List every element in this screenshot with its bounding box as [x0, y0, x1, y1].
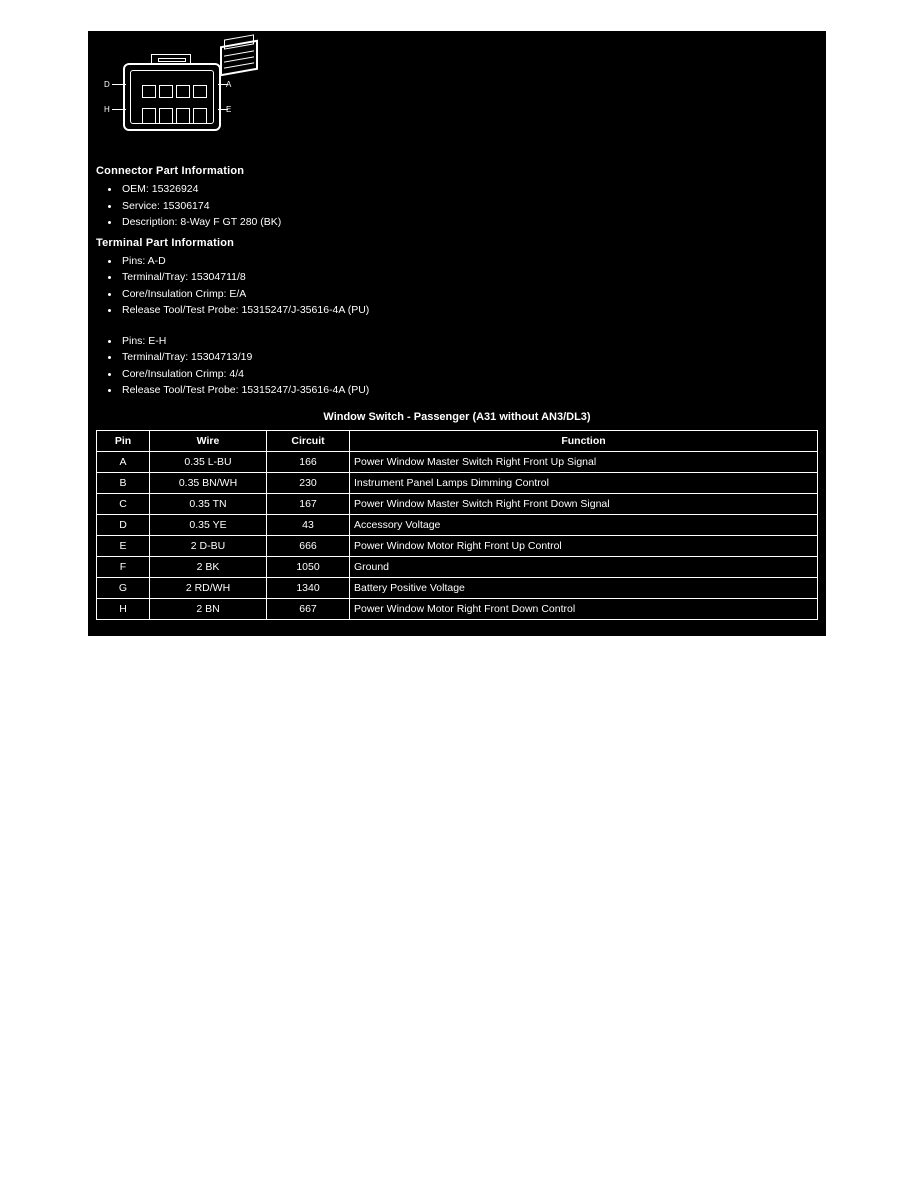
- pinout-table: [96, 430, 818, 620]
- cell-function: Ground: [350, 556, 818, 577]
- cell-circuit: 666: [267, 535, 350, 556]
- cavity: [142, 85, 156, 98]
- cell-function: Battery Positive Voltage: [350, 577, 818, 598]
- cell-wire: 2 BK: [150, 556, 267, 577]
- cell-pin: F: [97, 556, 150, 577]
- service-info-panel: [88, 31, 826, 636]
- cell-function: Accessory Voltage: [350, 514, 818, 535]
- cell-circuit: 1340: [267, 577, 350, 598]
- cell-circuit: 43: [267, 514, 350, 535]
- cell-circuit: 1050: [267, 556, 350, 577]
- table-row: [97, 493, 818, 514]
- pinout-table-title: Window Switch - Passenger (A31 without AN3/DL3): [323, 410, 591, 423]
- list-spacer: [88, 323, 826, 333]
- cell-function: Instrument Panel Lamps Dimming Control: [350, 472, 818, 493]
- table-row: [97, 556, 818, 577]
- list-item: • Release Tool/Test Probe: 15315247/J-35616-4A (PU): [120, 302, 826, 319]
- cavity: [193, 85, 207, 98]
- list-item: • Description: 8-Way F GT 280 (BK): [120, 214, 826, 231]
- connector-inner-outline: [130, 70, 214, 124]
- list-item: • Service: 15306174: [120, 198, 826, 215]
- cell-circuit: 667: [267, 598, 350, 619]
- list-item: • Terminal/Tray: 15304713/19: [120, 349, 826, 366]
- table-header-row: [97, 430, 818, 451]
- column-header-circuit: Circuit: [267, 430, 350, 451]
- list-item: • Pins: E-H: [120, 333, 826, 350]
- cell-circuit: 167: [267, 493, 350, 514]
- table-row: [97, 535, 818, 556]
- cell-wire: 2 D-BU: [150, 535, 267, 556]
- cell-function: Power Window Master Switch Right Front Down Signal: [350, 493, 818, 514]
- list-item: • OEM: 15326924: [120, 181, 826, 198]
- cell-pin: D: [97, 514, 150, 535]
- cell-circuit: 230: [267, 472, 350, 493]
- column-header-function: Function: [350, 430, 818, 451]
- connector-latch-icon: [151, 54, 191, 64]
- cell-function: Power Window Motor Right Front Down Control: [350, 598, 818, 619]
- cavity-row-bottom: [142, 108, 207, 124]
- cavity: [193, 108, 207, 124]
- table-row: [97, 598, 818, 619]
- column-header-pin: Pin: [97, 430, 150, 451]
- table-row: [97, 514, 818, 535]
- cell-pin: G: [97, 577, 150, 598]
- cell-circuit: 166: [267, 451, 350, 472]
- cell-wire: 0.35 TN: [150, 493, 267, 514]
- cavity: [176, 85, 190, 98]
- cell-pin: H: [97, 598, 150, 619]
- cavity: [159, 85, 173, 98]
- cell-wire: 0.35 BN/WH: [150, 472, 267, 493]
- cell-pin: C: [97, 493, 150, 514]
- terminal-part-list-group-2: [88, 333, 826, 399]
- leader-line-h: [112, 109, 126, 110]
- pin-label-a: A: [226, 80, 232, 89]
- terminal-part-list-group-1: [88, 253, 826, 319]
- table-row: [97, 451, 818, 472]
- cell-pin: B: [97, 472, 150, 493]
- terminal-part-information-title: Terminal Part Information: [96, 236, 235, 249]
- connector-diagram: [88, 31, 826, 159]
- pin-label-d: D: [104, 80, 110, 89]
- connector-isometric-view: [218, 35, 264, 81]
- connector-part-list: [88, 181, 826, 231]
- connector-face-view: [123, 63, 221, 131]
- cell-pin: E: [97, 535, 150, 556]
- cell-wire: 2 BN: [150, 598, 267, 619]
- list-item: • Pins: A-D: [120, 253, 826, 270]
- list-item: • Release Tool/Test Probe: 15315247/J-35616-4A (PU): [120, 382, 826, 399]
- table-row: [97, 577, 818, 598]
- cell-function: Power Window Motor Right Front Up Control: [350, 535, 818, 556]
- cell-function: Power Window Master Switch Right Front Up Signal: [350, 451, 818, 472]
- leader-line-d: [112, 84, 126, 85]
- cell-wire: 0.35 YE: [150, 514, 267, 535]
- connector-part-information-title: Connector Part Information: [96, 165, 245, 177]
- cell-wire: 2 RD/WH: [150, 577, 267, 598]
- list-item: • Core/Insulation Crimp: 4/4: [120, 366, 826, 383]
- cavity: [142, 108, 156, 124]
- cell-pin: A: [97, 451, 150, 472]
- cell-wire: 0.35 L-BU: [150, 451, 267, 472]
- cavity: [159, 108, 173, 124]
- column-header-wire: Wire: [150, 430, 267, 451]
- cavity: [176, 108, 190, 124]
- list-item: • Terminal/Tray: 15304711/8: [120, 269, 826, 286]
- cavity-row-top: [142, 85, 207, 98]
- pin-label-e: E: [226, 105, 232, 114]
- list-item: • Core/Insulation Crimp: E/A: [120, 286, 826, 303]
- table-row: [97, 472, 818, 493]
- pin-label-h: H: [104, 105, 110, 114]
